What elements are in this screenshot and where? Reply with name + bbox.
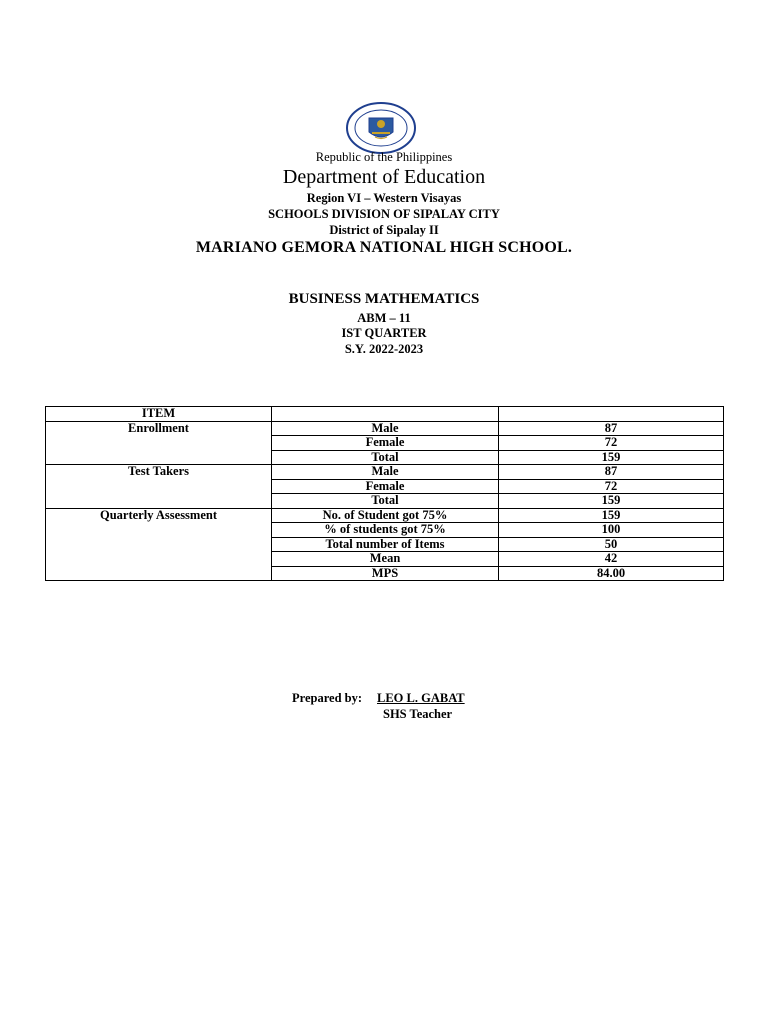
row-label: % of students got 75% [272, 523, 499, 538]
group-cell-enrollment: Enrollment [46, 421, 272, 465]
group-cell-test-takers: Test Takers [46, 465, 272, 509]
header-cell-3 [499, 407, 724, 422]
row-value: 87 [499, 421, 724, 436]
table-row [46, 421, 724, 436]
row-label: Male [272, 465, 499, 480]
row-label: Female [272, 436, 499, 451]
table-row [46, 508, 724, 523]
department-title: Department of Education [282, 166, 486, 188]
row-label: Total [272, 450, 499, 465]
row-label: Male [272, 421, 499, 436]
row-value: 100 [499, 523, 724, 538]
district-line: District of Sipalay II [329, 223, 439, 237]
row-label: MPS [272, 566, 499, 581]
header-cell-item: ITEM [46, 407, 272, 422]
row-value: 72 [499, 479, 724, 494]
row-label: Female [272, 479, 499, 494]
region-line: Region VI – Western Visayas [306, 191, 462, 205]
row-value: 159 [499, 450, 724, 465]
prepared-by-label: Prepared by: [292, 691, 363, 705]
row-value: 72 [499, 436, 724, 451]
row-label: No. of Student got 75% [272, 508, 499, 523]
row-value: 50 [499, 537, 724, 552]
row-label: Total number of Items [272, 537, 499, 552]
table-header-row [46, 407, 724, 422]
quarter-label: IST QUARTER [341, 326, 427, 340]
grade-level: ABM – 11 [357, 311, 411, 325]
header-cell-2 [272, 407, 499, 422]
assessment-table [45, 406, 724, 581]
preparer-position: SHS Teacher [383, 707, 453, 721]
row-value: 42 [499, 552, 724, 567]
school-year: S.Y. 2022-2023 [344, 342, 424, 356]
row-value: 87 [499, 465, 724, 480]
row-value: 84.00 [499, 566, 724, 581]
row-label: Mean [272, 552, 499, 567]
school-name: MARIANO GEMORA NATIONAL HIGH SCHOOL. [195, 239, 573, 256]
table-row [46, 465, 724, 480]
row-value: 159 [499, 508, 724, 523]
republic-line: Republic of the Philippines [315, 150, 453, 164]
group-cell-quarterly-assessment: Quarterly Assessment [46, 508, 272, 581]
division-line: SCHOOLS DIVISION OF SIPALAY CITY [268, 207, 500, 221]
preparer-name: LEO L. GABAT [377, 691, 465, 705]
subject-title: BUSINESS MATHEMATICS [288, 291, 480, 307]
row-label: Total [272, 494, 499, 509]
row-value: 159 [499, 494, 724, 509]
deped-seal-logo [345, 102, 417, 154]
